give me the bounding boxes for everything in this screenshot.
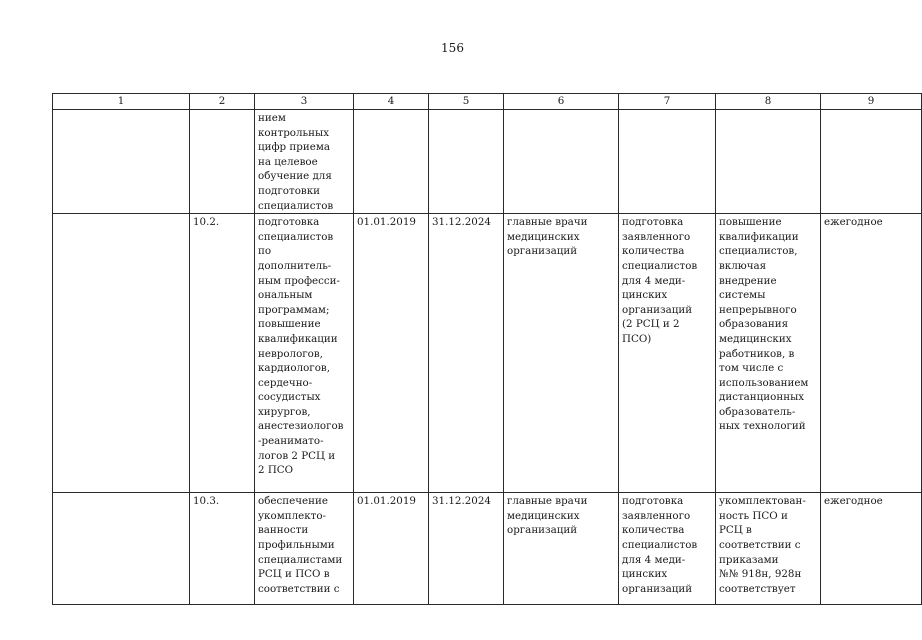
cell-text-line: заявленного	[622, 230, 691, 243]
cell-text-line: приказами	[719, 553, 779, 566]
cell-text-line: количества	[622, 245, 685, 258]
cell-text-line: РСЦ и ПСО в	[258, 568, 330, 581]
cell-text-line: укомплекто-	[258, 509, 327, 522]
cell-text-line: том числе с	[719, 362, 784, 375]
column-header-1: 1	[53, 94, 190, 110]
cell-text-line: ных технологий	[719, 420, 806, 433]
cell-text-line: ванности	[258, 524, 309, 537]
cell-text-line: специалистов	[258, 230, 334, 243]
cell-text-line: образователь-	[719, 405, 796, 418]
cell-start-date: 01.01.2019	[354, 493, 429, 605]
cell-start-date: 01.01.2019	[354, 214, 429, 493]
cell-text-line: дистанционных	[719, 391, 805, 404]
cell-text-line: -реанимато-	[258, 435, 324, 448]
cell-text-line: подготовка	[622, 495, 684, 508]
cell-result	[716, 493, 821, 605]
cell-text-line: дополнитель-	[258, 259, 332, 272]
cell-number: 10.3.	[190, 493, 255, 605]
cell-text-line: обеспечение	[258, 495, 328, 508]
cell-text-line: 2 ПСО	[258, 464, 294, 477]
cell-text-line: специалистов,	[719, 245, 798, 258]
cell-text-line: медицинских	[507, 230, 580, 243]
cell-measure-name	[255, 493, 354, 605]
cell-text-line: соответствии с	[258, 582, 340, 595]
cell-text-line: сердечно-	[258, 376, 313, 389]
cell-text-line: организаций	[507, 524, 578, 537]
cell-indicator	[619, 493, 716, 605]
cell-text-line: главные врачи	[507, 216, 588, 229]
cell-text-line: медицинских	[507, 509, 580, 522]
cell-text-line: подготовка	[622, 216, 684, 229]
cell-result	[716, 214, 821, 493]
cell-text-line: ным професси-	[258, 274, 341, 287]
cell-text-line: главные врачи	[507, 495, 588, 508]
cell-text-line: хирургов,	[258, 405, 311, 418]
cell-text-line: специалистов	[622, 538, 698, 551]
cell-text-line: соответствии с	[719, 538, 801, 551]
column-header-2: 2	[190, 94, 255, 110]
cell-indicator	[619, 110, 716, 214]
cell-frequency: ежегодное	[821, 214, 922, 493]
page-number: 156	[441, 41, 464, 55]
cell-text-line: квалификации	[258, 332, 338, 345]
cell-text-line: нием	[258, 112, 286, 124]
cell-text-line: цинских	[622, 289, 668, 302]
cell-end-date: 31.12.2024	[429, 493, 504, 605]
table-row-10-2	[53, 214, 922, 493]
cell-text-line: укомплектован-	[719, 495, 806, 508]
cell-end-date: 31.12.2024	[429, 214, 504, 493]
cell-text-line: цифр приема	[258, 141, 330, 154]
cell-text-line: повышение	[719, 216, 782, 229]
cell-text-line: непрерывного	[719, 303, 797, 316]
cell-text-line: неврологов,	[258, 347, 323, 360]
cell-text-line: анестезиологов	[258, 420, 344, 433]
cell-text-line: (2 РСЦ и 2	[622, 318, 680, 331]
cell-text-line: на целевое	[258, 155, 318, 168]
cell-text-line: включая	[719, 259, 767, 272]
column-header-6: 6	[504, 94, 619, 110]
column-number-row	[53, 94, 922, 110]
cell-text-line: подготовка	[258, 216, 320, 229]
cell-responsible	[504, 110, 619, 214]
cell-text-line: для 4 меди-	[622, 553, 686, 566]
cell-number	[190, 110, 255, 214]
cell-measure-name	[255, 214, 354, 493]
cell-responsible	[504, 214, 619, 493]
cell-result	[716, 110, 821, 214]
cell-measure-name	[255, 110, 354, 214]
column-header-3: 3	[255, 94, 354, 110]
cell-start-date	[354, 110, 429, 214]
cell-text-line: повышение	[258, 318, 321, 331]
cell-text-line: организаций	[622, 303, 693, 316]
cell-empty	[53, 214, 190, 493]
cell-text-line: профильными	[258, 538, 335, 551]
cell-text-line: кардиологов,	[258, 362, 330, 375]
cell-text-line: специалистами	[258, 553, 343, 566]
column-header-8: 8	[716, 94, 821, 110]
cell-text-line: обучение для	[258, 170, 332, 183]
cell-frequency: ежегодное	[821, 493, 922, 605]
cell-text-line: соответствует	[719, 582, 796, 595]
cell-frequency	[821, 110, 922, 214]
table-row-10-3	[53, 493, 922, 605]
cell-text-line: РСЦ в	[719, 524, 752, 537]
cell-text-line: организаций	[622, 582, 693, 595]
cell-text-line: работников, в	[719, 347, 795, 360]
cell-text-line: по	[258, 245, 272, 258]
cell-text-line: количества	[622, 524, 685, 537]
cell-text-line: контрольных	[258, 126, 329, 139]
cell-text-line: образования	[719, 318, 789, 331]
column-header-5: 5	[429, 94, 504, 110]
cell-responsible	[504, 493, 619, 605]
table-row-continuation	[53, 110, 922, 214]
cell-text-line: внедрение	[719, 274, 777, 287]
cell-text-line: заявленного	[622, 509, 691, 522]
cell-text-line: использованием	[719, 376, 809, 389]
cell-text-line: программам;	[258, 303, 330, 316]
cell-indicator	[619, 214, 716, 493]
cell-empty	[53, 110, 190, 214]
cell-text-line: для 4 меди-	[622, 274, 686, 287]
column-header-4: 4	[354, 94, 429, 110]
cell-text-line: №№ 918н, 928н	[719, 568, 802, 581]
cell-text-line: системы	[719, 289, 766, 302]
cell-text-line: ность ПСО и	[719, 509, 788, 522]
cell-end-date	[429, 110, 504, 214]
cell-text-line: ПСО)	[622, 332, 652, 345]
cell-text-line: специалистов	[258, 199, 334, 212]
measures-table-wrapper	[52, 93, 883, 606]
cell-text-line: логов 2 РСЦ и	[258, 449, 336, 462]
cell-text-line: медицинских	[719, 332, 792, 345]
cell-text-line: подготовки	[258, 184, 320, 197]
column-header-7: 7	[619, 94, 716, 110]
cell-text-line: цинских	[622, 568, 668, 581]
cell-text-line: квалификации	[719, 230, 799, 243]
cell-empty	[53, 493, 190, 605]
cell-text-line: ональным	[258, 289, 313, 302]
column-header-9: 9	[821, 94, 922, 110]
cell-text-line: сосудистых	[258, 391, 321, 404]
cell-number: 10.2.	[190, 214, 255, 493]
cell-text-line: организаций	[507, 245, 578, 258]
cell-text-line: специалистов	[622, 259, 698, 272]
measures-table	[52, 93, 922, 605]
